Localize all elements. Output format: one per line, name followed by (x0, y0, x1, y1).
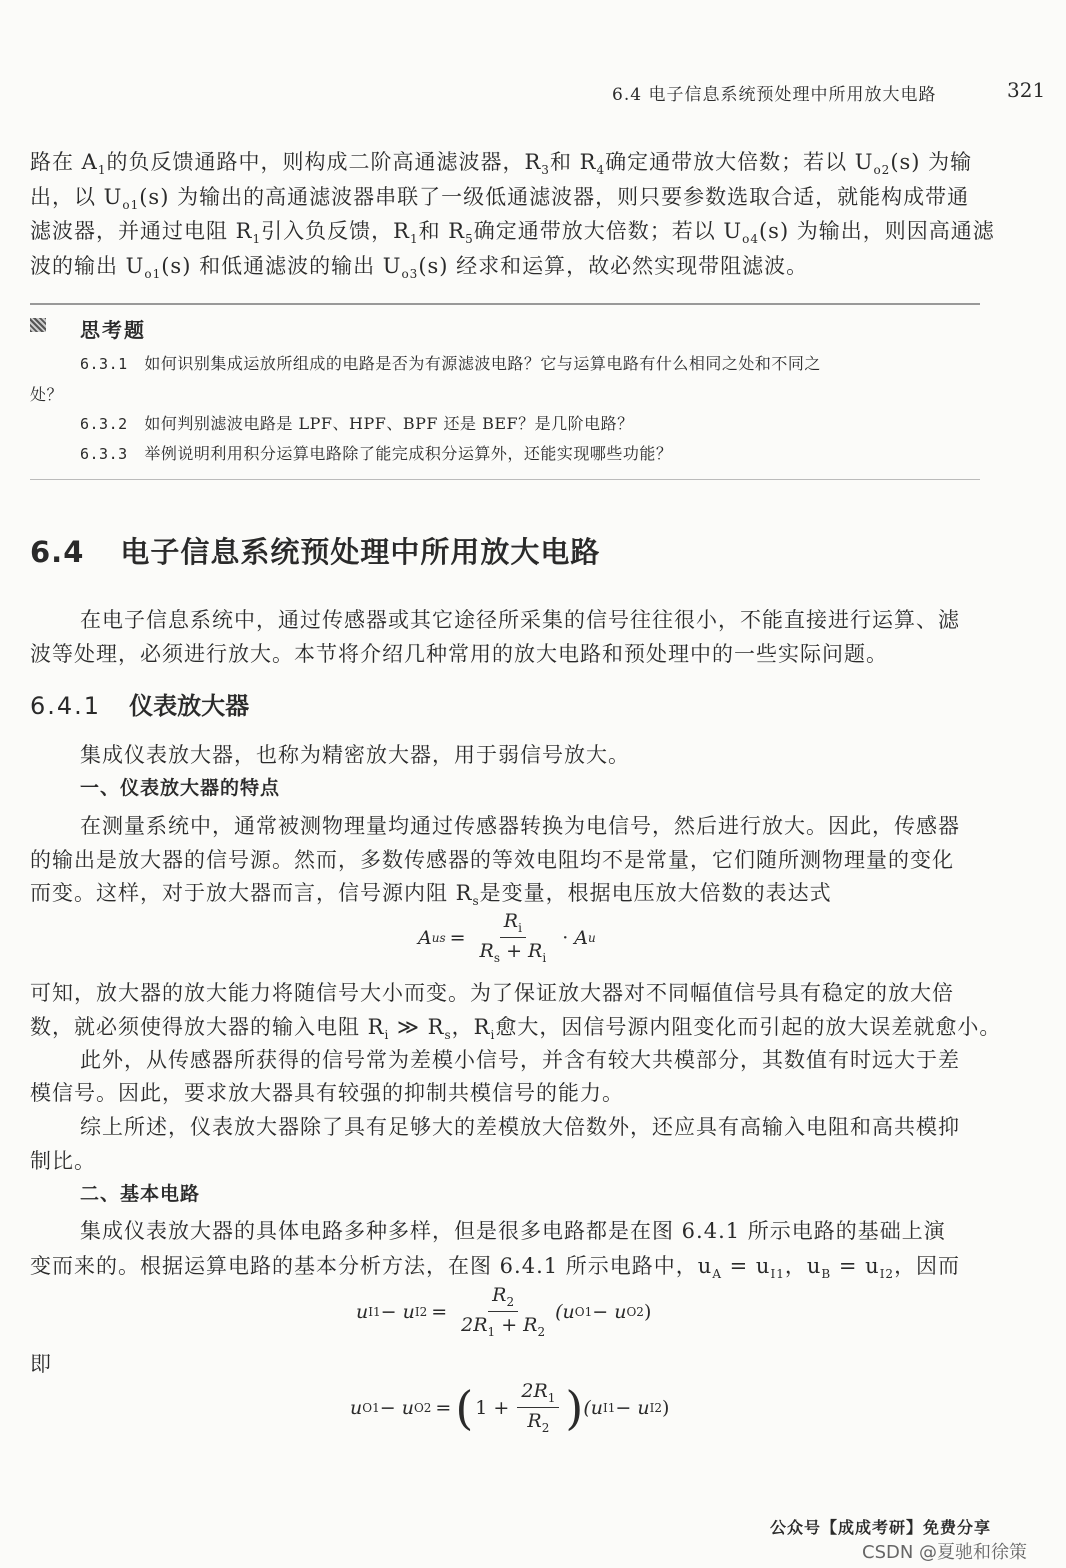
section-intro-line-2: 波等处理，必须进行放大。本节将介绍几种常用的放大电路和预处理中的一些实际问题。 (30, 642, 888, 666)
think-top-rule (30, 303, 980, 305)
think-bottom-rule (30, 479, 980, 480)
features-line-1: 在测量系统中，通常被测物理量均通过传感器转换为电信号，然后进行放大。因此，传感器 (80, 814, 960, 838)
think-question-1: 6.3.1 如何识别集成运放所组成的电路是否为有源滤波电路？它与运算电路有什么相同之处和不同之 (80, 354, 821, 373)
think-question-3: 6.3.3 举例说明利用积分运算电路除了能完成积分运算外，还能实现哪些功能？ (80, 444, 673, 463)
section-intro-line-1: 在电子信息系统中，通过传感器或其它途径所采集的信号往往很小，不能直接进行运算、滤 (80, 608, 960, 632)
think-title: 思考题 (80, 318, 146, 342)
summary-line-1: 综上所述，仪表放大器除了具有足够大的差模放大倍数外，还应具有高输入电阻和高共模抑 (80, 1115, 960, 1139)
think-question-1-cont: 处？ (30, 385, 64, 404)
think-question-2: 6.3.2 如何判别滤波电路是 LPF、HPF、BPF 还是 BEF？是几阶电路？ (80, 414, 634, 433)
csdn-watermark: CSDN @夏驰和徐策 (862, 1542, 1028, 1563)
ji-label: 即 (30, 1352, 52, 1376)
section-heading: 6.4 电子信息系统预处理中所用放大电路 (30, 535, 601, 569)
resistor-ratio-fraction: $\frac{R_2}{2R_1 + R_2}$ (461, 1284, 546, 1339)
diff-line-1: 此外，从传感器所获得的信号常为差模小信号，并含有较大共模部分，其数值有时远大于差 (80, 1048, 960, 1072)
basic-line-2: 变而来的。根据运算电路的基本分析方法，在图 6.4.1 所示电路中，$u_A = u_{I1}$，$u_B = u_{I2}$，因而 (30, 1254, 961, 1281)
summary-line-2: 制比。 (30, 1149, 96, 1173)
features-line-3: 而变。这样，对于放大器而言，信号源内阻 $R_s$是变量，根据电压放大倍数的表达式 (30, 881, 832, 908)
gain-line-2: 数，就必须使得放大器的输入电阻 $R_i$ ≫ $R_s$，$R_i$愈大，因信号源内阻变化而引起的放大误差就愈小。 (30, 1015, 1002, 1042)
diff-line-2: 模信号。因此，要求放大器具有较强的抑制共模信号的能力。 (30, 1081, 624, 1105)
wechat-watermark: 公众号【成成考研】免费分享 (770, 1518, 992, 1537)
gain-fraction: $\frac{R_i}{R_s + R_i}$ (479, 910, 547, 965)
page-number: 321 (1007, 78, 1046, 102)
heading-basic-circuit: 二、基本电路 (80, 1183, 201, 1205)
intro-line-2: 出，以 $U_{o1}(s)$ 为输出的高通滤波器串联了一级低通滤波器，则只要参数选取合适，就能构成带通 (30, 185, 970, 212)
equation-output-difference: u O1 − u O2 = ( 1 + $\frac{2R_1}{R_2}$ ) (u I1 − u I2 ) (350, 1380, 670, 1435)
running-header: 6.4 电子信息系统预处理中所用放大电路 (612, 85, 937, 105)
gain-line-1: 可知，放大器的放大能力将随信号大小而变。为了保证放大器对不同幅值信号具有稳定的放大倍 (30, 981, 954, 1005)
think-box-icon (30, 318, 46, 332)
features-line-2: 的输出是放大器的信号源。然而，多数传感器的等效电阻均不是常量，它们随所测物理量的变化 (30, 848, 954, 872)
equation-input-difference: u I1 − u I2 = $\frac{R_2}{2R_1 + R_2}$ (u O1 − u O2 ) (356, 1284, 652, 1339)
basic-line-1: 集成仪表放大器的具体电路多种多样，但是很多电路都是在图 6.4.1 所示电路的基础上演 (80, 1219, 946, 1243)
left-paren: ( (455, 1380, 474, 1435)
intro-line-3: 滤波器，并通过电阻 $R_1$引入负反馈，$R_1$和 $R_5$确定通带放大倍数；若以 $U_{o4}(s)$ 为输出，则因高通滤 (30, 219, 995, 246)
gain-ratio-fraction: $\frac{2R_1}{R_2}$ (517, 1380, 559, 1435)
subsection-heading: 6.4.1 仪表放大器 (30, 692, 250, 720)
intro-line-1: 路在 $A_1$的负反馈通路中，则构成二阶高通滤波器，$R_3$和 $R_4$确定通带放大倍数；若以 $U_{o2}(s)$ 为输 (30, 150, 973, 177)
intro-line-4: 波的输出 $U_{o1}(s)$ 和低通滤波的输出 $U_{o3}(s)$ 经求和运算，故必然实现带阻滤波。 (30, 254, 809, 281)
equation-voltage-gain: A us = $\frac{R_i}{R_s + R_i}$ · A u (418, 910, 596, 965)
right-paren: ) (565, 1380, 584, 1435)
definition-paragraph: 集成仪表放大器，也称为精密放大器，用于弱信号放大。 (80, 743, 630, 767)
heading-features: 一、仪表放大器的特点 (80, 777, 281, 799)
